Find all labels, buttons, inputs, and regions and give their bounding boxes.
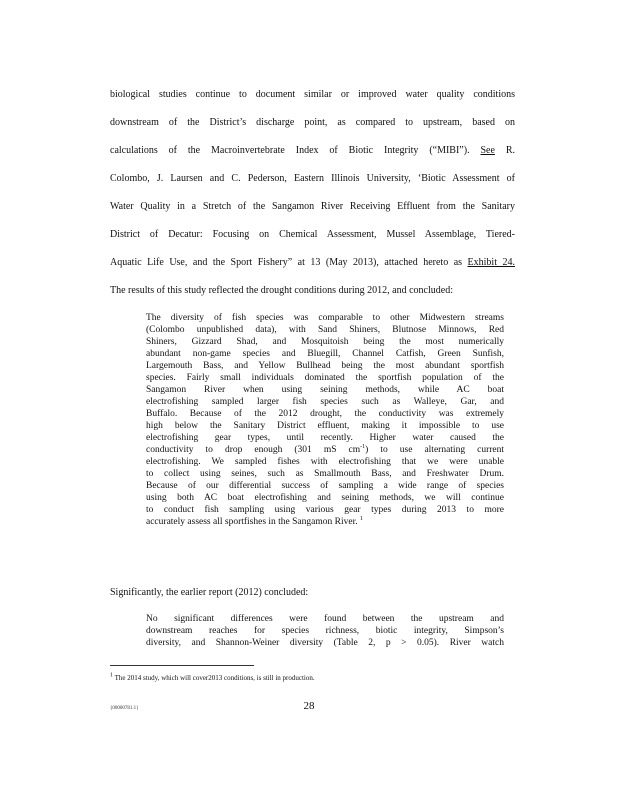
quote-line: Shiners, Gizzard Shad, and Mosquitoish being the most numerically — [146, 337, 504, 347]
footnote-text: The 2014 study, which will cover2013 conditions, is still in production. — [114, 674, 315, 682]
quote-line: to conduct fish sampling using various gear types during 2013 to more — [146, 505, 504, 515]
quote-line: electrofishing sampled larger fish species such as Walleye, Gar, and — [146, 397, 504, 407]
footnote-divider — [110, 665, 254, 666]
quote-line: The diversity of fish species was comparable to other Midwestern streams — [146, 313, 504, 323]
document-id: {00000781.1} — [110, 706, 139, 711]
body-line: biological studies continue to document similar or improved water quality conditions — [110, 89, 515, 100]
quote-line: high below the Sanitary District effluent, making it impossible to use — [146, 421, 504, 431]
body-line: Water Quality in a Stretch of the Sangamon River Receiving Effluent from the Sanitary — [110, 201, 515, 212]
quote-line: electrofishing. We sampled fishes with electrofishing that we were unable — [146, 457, 504, 467]
footnote-reference[interactable]: 1 — [359, 515, 363, 522]
quote-line: species. Fairly small individuals dominated the sportfish population of the — [146, 373, 504, 383]
see-citation-signal: See — [480, 145, 495, 156]
quote-line: No significant differences were found between the upstream and — [146, 614, 504, 624]
quote-line: abundant non-game species and Bluegill, Channel Catfish, Green Sunfish, — [146, 349, 504, 359]
body-line — [110, 256, 515, 270]
body-line: Colombo, J. Laursen and C. Pederson, Eastern Illinois University, ‘Biotic Assessment of — [110, 173, 515, 184]
body-line: The results of this study reflected the drought conditions during 2012, and concluded: — [110, 285, 453, 296]
quote-line: to collect using seines, such as Smallmouth Bass, and Freshwater Drum. — [146, 469, 504, 479]
body-line — [110, 144, 515, 158]
footnote — [110, 674, 315, 682]
quote-line: Sangamon River when using seining methods, while AC boat — [146, 385, 504, 395]
quote-line-text: accurately assess all sportfishes in the Sangamon River. — [146, 517, 358, 527]
quote-line — [146, 444, 504, 456]
quote-line: diversity, and Shannon-Weiner diversity (Table 2, p > 0.05). River watch — [146, 638, 504, 648]
body-line-text: calculations of the Macroinvertebrate Index of Biotic Integrity (“MIBI”). — [110, 145, 470, 156]
footnote-number: 1 — [110, 672, 113, 679]
quote-line: electrofishing gear types, until recently. Higher water caused the — [146, 433, 504, 443]
quote-line: Largemouth Bass, and Yellow Bullhead being the most abundant sportfish — [146, 361, 504, 371]
quote-line: Buffalo. Because of the 2012 drought, the conductivity was extremely — [146, 409, 504, 419]
quote-line-text: ) to use alternating current — [365, 445, 504, 455]
quote-line-text: conductivity to drop enough (301 mS cm — [146, 445, 361, 455]
quote-line: Because of our differential success of sampling a wide range of species — [146, 481, 504, 491]
body-line-text: R. — [505, 145, 516, 156]
quote-line: using both AC boat electrofishing and seining methods, we will continue — [146, 493, 504, 503]
body-line: District of Decatur: Focusing on Chemical Assessment, Mussel Assemblage, Tiered- — [110, 229, 515, 240]
quote-line — [146, 516, 504, 528]
body-line: downstream of the District’s discharge point, as compared to upstream, based on — [110, 117, 515, 128]
quote-line: downstream reaches for species richness, biotic integrity, Simpson’s — [146, 626, 504, 636]
page-number: 28 — [303, 700, 315, 712]
body-line: Significantly, the earlier report (2012) concluded: — [110, 587, 309, 598]
exhibit-link[interactable]: Exhibit 24. — [467, 257, 515, 268]
body-line-text: Aquatic Life Use, and the Sport Fishery” at 13 (May 2013), attached hereto as — [110, 257, 463, 268]
quote-line: (Colombo unpublished data), with Sand Shiners, Blutnose Minnows, Red — [146, 325, 504, 335]
superscript-unit: -1 — [360, 443, 366, 450]
